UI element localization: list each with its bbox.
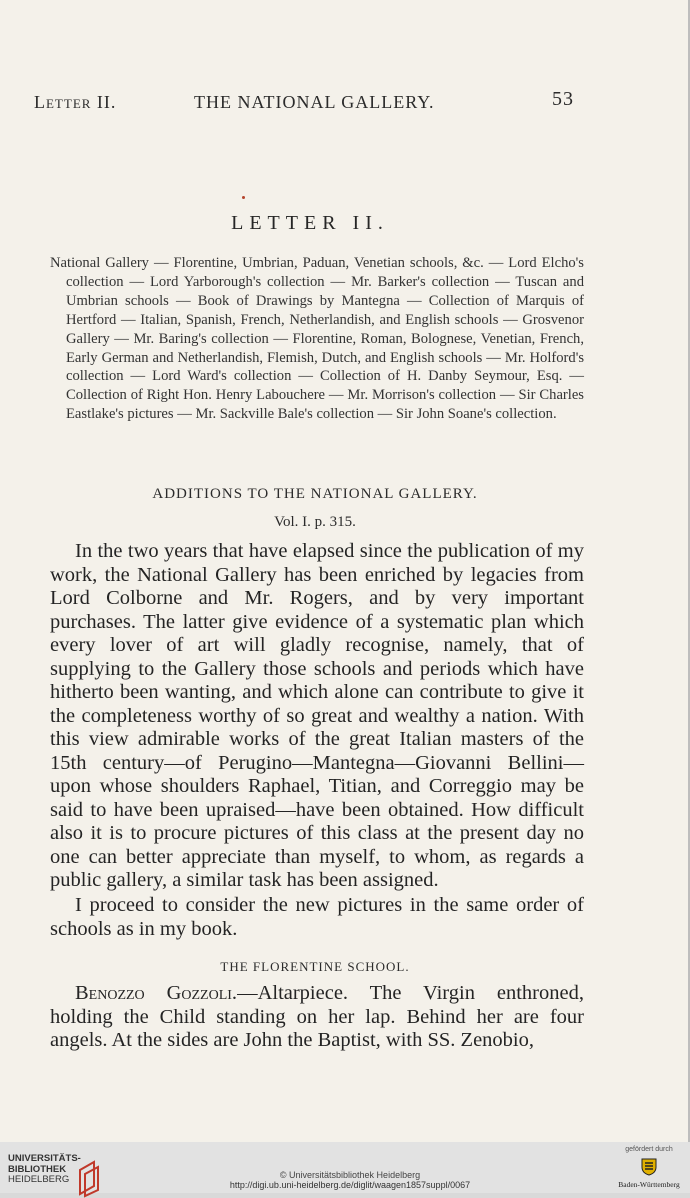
chapter-summary: National Gallery — Florentine, Umbrian, Paduan, Venetian schools, &c. — Lord Elcho's collection — Lord Yarborough's collection — Mr. Barker's collection — Tuscan and Umbrian schools — Book of Drawings by Mantegna — Collection of Marquis of Hertford — Italian, Spanish, French, Netherlandish, and English schools — Grosvenor Gallery — Mr. Baring's collection — Florentine, Roman, Bolognese, Venetian, French, Early German and Netherlandish, Flemish, Dutch, and English schools — Mr. Holford's collection — Lord Ward's collection — Collection of H. Danby Seymour, Esq. — Collection of Right Hon. Henry Labouchere — Mr. Morrison's collection — Sir Charles Eastlake's pictures — Mr. Sackville Bale's collection — Sir John Soane's collection.: [50, 255, 584, 423]
running-head-title: THE NATIONAL GALLERY.: [194, 92, 435, 112]
funder-name: Baden-Württemberg: [618, 1180, 680, 1189]
library-logo[interactable]: [8, 1154, 98, 1190]
page-number: 53: [552, 88, 574, 110]
state-crest-icon: [639, 1156, 659, 1176]
artist-name: Benozzo Gozzoli.: [75, 982, 238, 1004]
artist-entry-text: —Altarpiece. The Virgin enthroned, holding the Child standing on her lap. Behind her are four angels. At the sides are John the Baptist, with SS. Zenobio,: [50, 982, 584, 1051]
paragraph-2: I proceed to consider the new pictures in the same order of schools as in my book.: [50, 894, 584, 940]
ink-mark: [242, 196, 245, 199]
funding-notice: [614, 1146, 684, 1189]
paragraph-3: [50, 982, 584, 1053]
copyright: © Universitätsbibliothek Heidelberg: [279, 1170, 421, 1180]
library-mark-icon: [76, 1158, 102, 1198]
funded-by-label: gefördert durch: [625, 1146, 673, 1153]
library-name-line2: BIBLIOTHEK: [8, 1163, 67, 1175]
additions-title: ADDITIONS TO THE NATIONAL GALLERY.: [152, 486, 478, 502]
running-head-left: Letter II.: [34, 92, 117, 112]
running-head: [34, 88, 574, 114]
paragraph-1: In the two years that have elapsed since the publication of my work, the National Gallery has been enriched by legacies from Lord Colborne and Mr. Rogers, and by very important purchases. The latter give evidence of a systematic plan which every lover of art will gladly recognise, namely, that of supplying to the Gallery those schools and periods which have hitherto been wanting, and which alone can contribute to give it the completeness worthy of so great and wealthy a nation. With this view admirable works of the great Italian masters of the 15th century—of Perugino—Mantegna—Giovanni Bellini—upon whose shoulders Raphael, Titian, and Correggio may be said to have been upraised—have been obtained. How difficult also it is to procure pictures of this class at the present day no one can better appreciate than myself, to whom, as regards a public gallery, a similar task has been assigned.: [50, 540, 584, 891]
library-name-line1: UNIVERSITÄTS-: [8, 1153, 81, 1164]
permalink[interactable]: http://digi.ub.uni-heidelberg.de/diglit/waagen1857suppl/0067: [229, 1180, 471, 1190]
additions-reference: Vol. I. p. 315.: [274, 514, 356, 530]
letter-title: LETTER II.: [231, 212, 389, 234]
florentine-school-title: THE FLORENTINE SCHOOL.: [220, 959, 410, 974]
library-name-line3: HEIDELBERG: [8, 1174, 70, 1185]
digitization-footer: [0, 1142, 690, 1193]
